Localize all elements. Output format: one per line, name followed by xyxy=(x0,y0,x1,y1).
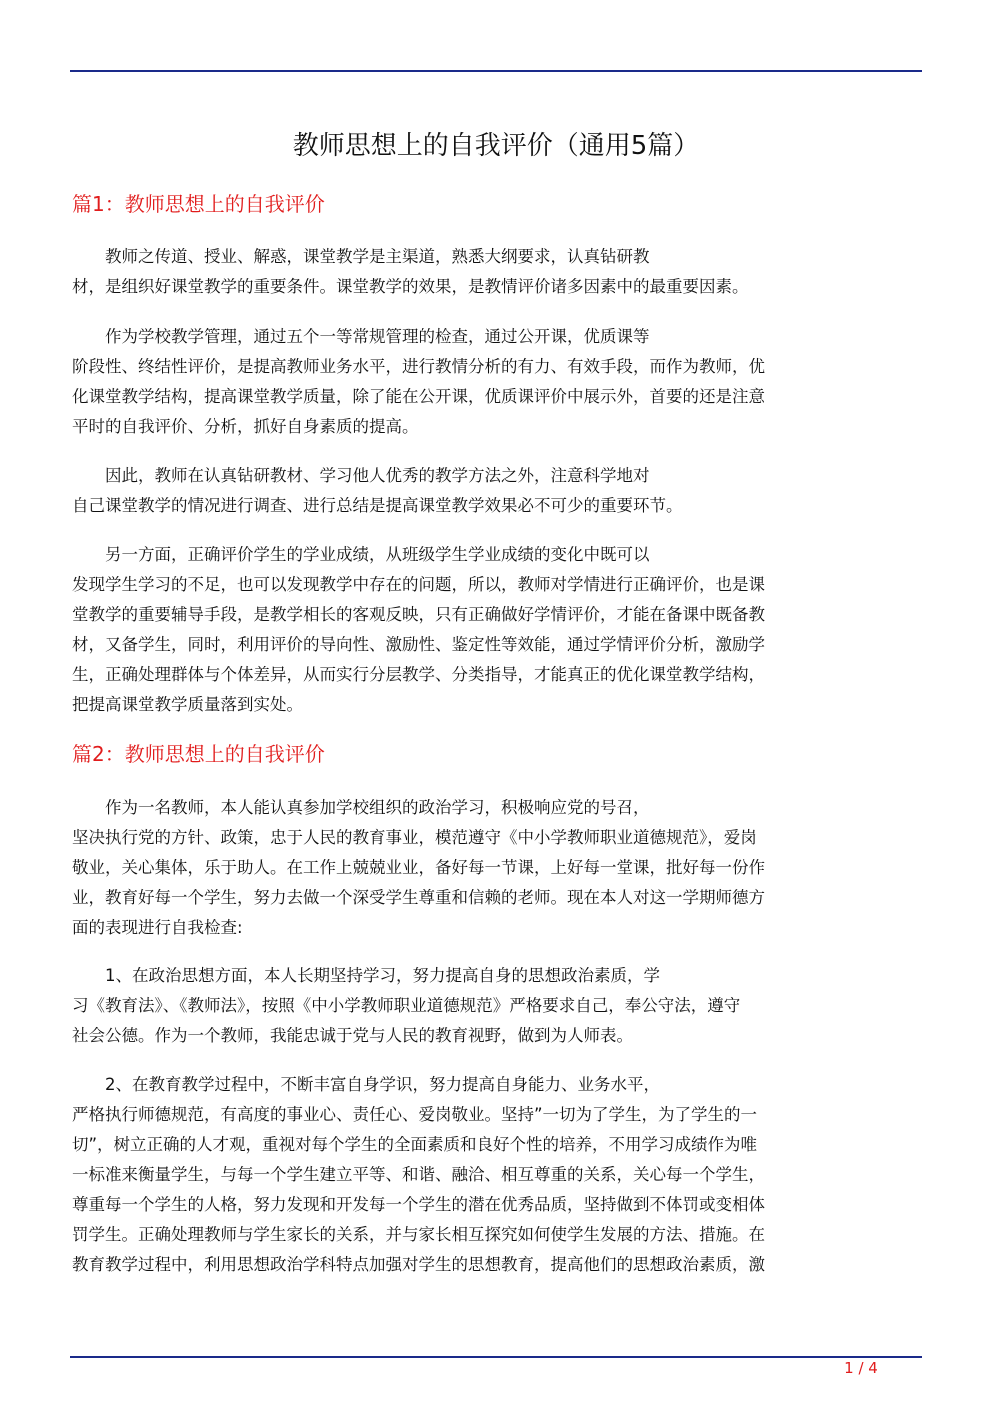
section1-heading: 篇1：教师思想上的自我评价 xyxy=(72,192,325,216)
text-line: 平时的自我评价、分析，抓好自身素质的提高。 xyxy=(72,417,419,436)
document-title: 教师思想上的自我评价（通用5篇） xyxy=(292,131,700,161)
text-line: 社会公德。作为一个教师，我能忠诚于党与人民的教育视野，做到为人师表。 xyxy=(72,1026,633,1045)
text-line: 自己课堂教学的情况进行调查、进行总结是提高课堂教学效果必不可少的重要环节。 xyxy=(72,496,683,515)
text-line: 阶段性、终结性评价，是提高教师业务水平，进行教情分析的有力、有效手段，而作为教师，优 xyxy=(72,357,765,376)
text-line: 堂教学的重要辅导手段，是教学相长的客观反映，只有正确做好学情评价，才能在备课中既备教 xyxy=(72,605,765,624)
text-line: 生，正确处理群体与个体差异，从而实行分层教学、分类指导，才能真正的优化课堂教学结构， xyxy=(72,665,765,684)
text-line: 罚学生。正确处理教师与学生家长的关系，并与家长相互探究如何使学生发展的方法、措施。在 xyxy=(72,1225,765,1244)
section2-paragraph-3 xyxy=(72,1070,912,1280)
bottom-rule xyxy=(70,1356,922,1358)
section1-paragraph-1 xyxy=(72,242,912,302)
text-line: 尊重每一个学生的人格，努力发现和开发每一个学生的潜在优秀品质，坚持做到不体罚或变相体 xyxy=(72,1195,765,1214)
page-number: 1 / 4 xyxy=(844,1359,878,1377)
section2-paragraph-2 xyxy=(72,961,912,1051)
text-line: 习《教育法》、《教师法》，按照《中小学教师职业道德规范》严格要求自己，奉公守法，遵守 xyxy=(72,996,741,1015)
text-line: 教师之传道、授业、解惑，课堂教学是主渠道，熟悉大纲要求，认真钻研教 xyxy=(72,247,650,266)
section1-paragraph-3 xyxy=(72,461,912,521)
top-rule xyxy=(70,70,922,72)
text-line: 敬业，关心集体，乐于助人。在工作上兢兢业业，备好每一节课，上好每一堂课，批好每一份作 xyxy=(72,858,765,877)
text-line: 面的表现进行自我检查: xyxy=(72,918,243,937)
text-line: 1、在政治思想方面，本人长期坚持学习，努力提高自身的思想政治素质，学 xyxy=(72,966,660,985)
text-line: 坚决执行党的方针、政策，忠于人民的教育事业，模范遵守《中小学教师职业道德规范》，爱岗 xyxy=(72,828,757,847)
text-line: 另一方面，正确评价学生的学业成绩，从班级学生学业成绩的变化中既可以 xyxy=(72,545,650,564)
section1-paragraph-2 xyxy=(72,322,912,442)
section2-heading: 篇2：教师思想上的自我评价 xyxy=(72,742,325,766)
section2-paragraph-1 xyxy=(72,793,912,943)
text-line: 作为一名教师，本人能认真参加学校组织的政治学习，积极响应党的号召， xyxy=(72,798,650,817)
text-line: 发现学生学习的不足，也可以发现教学中存在的问题，所以，教师对学情进行正确评价，也是课 xyxy=(72,575,765,594)
section1-paragraph-4 xyxy=(72,540,912,720)
text-line: 把提高课堂教学质量落到实处。 xyxy=(72,695,303,714)
text-line: 材，是组织好课堂教学的重要条件。课堂教学的效果，是教情评价诸多因素中的最重要因素。 xyxy=(72,277,749,296)
text-line: 一标准来衡量学生，与每一个学生建立平等、和谐、融洽、相互尊重的关系，关心每一个学生， xyxy=(72,1165,765,1184)
text-line: 材，又备学生，同时，利用评价的导向性、激励性、鉴定性等效能，通过学情评价分析，激励学 xyxy=(72,635,765,654)
text-line: 教育教学过程中，利用思想政治学科特点加强对学生的思想教育，提高他们的思想政治素质，激 xyxy=(72,1255,765,1274)
text-line: 化课堂教学结构，提高课堂教学质量，除了能在公开课，优质课评价中展示外，首要的还是注意 xyxy=(72,387,765,406)
text-line: 作为学校教学管理，通过五个一等常规管理的检查，通过公开课，优质课等 xyxy=(72,327,650,346)
text-line: 严格执行师德规范，有高度的事业心、责任心、爱岗敬业。坚持”一切为了学生，为了学生的一 xyxy=(72,1105,758,1124)
text-line: 切”，树立正确的人才观，重视对每个学生的全面素质和良好个性的培养，不用学习成绩作为唯 xyxy=(72,1135,758,1154)
text-line: 业，教育好每一个学生，努力去做一个深受学生尊重和信赖的老师。现在本人对这一学期师德方 xyxy=(72,888,765,907)
text-line: 因此，教师在认真钻研教材、学习他人优秀的教学方法之外，注意科学地对 xyxy=(72,466,650,485)
text-line: 2、在教育教学过程中，不断丰富自身学识，努力提高自身能力、业务水平， xyxy=(72,1075,660,1094)
